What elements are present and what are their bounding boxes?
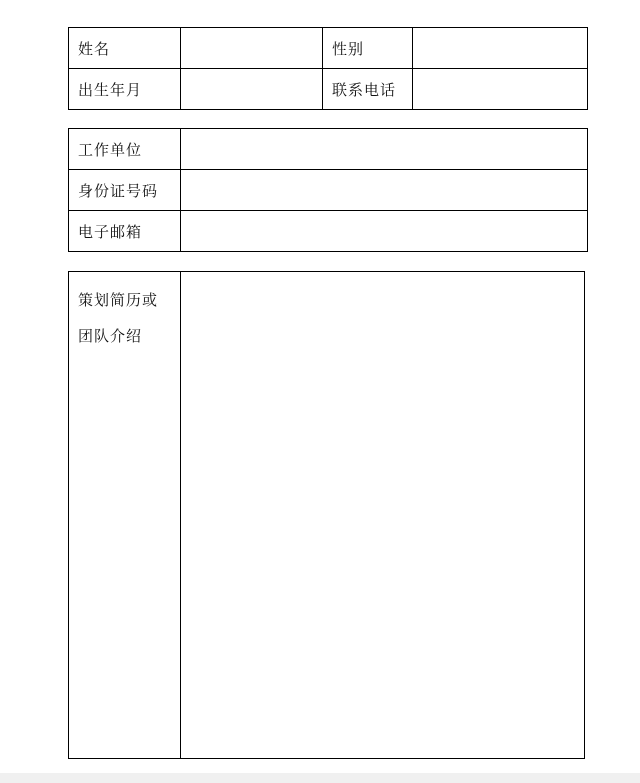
resume-label: [69, 272, 181, 759]
phone-label: 联系电话: [323, 69, 413, 110]
work-unit-label: 工作单位: [69, 129, 181, 170]
table-row: [69, 69, 588, 110]
phone-field[interactable]: [413, 69, 588, 110]
table-row: [69, 170, 588, 211]
id-number-field[interactable]: [181, 170, 588, 211]
table-row: [69, 272, 585, 759]
work-unit-field[interactable]: [181, 129, 588, 170]
resume-table: [68, 271, 585, 759]
personal-info-table: [68, 27, 588, 110]
name-label: 姓名: [69, 28, 181, 69]
resume-field[interactable]: [181, 272, 585, 759]
id-number-label: 身份证号码: [69, 170, 181, 211]
table-row: [69, 28, 588, 69]
email-field[interactable]: [181, 211, 588, 252]
table-row: [69, 211, 588, 252]
contact-info-table: [68, 128, 588, 252]
birth-date-label: 出生年月: [69, 69, 181, 110]
resume-label-line1: 策划简历或: [78, 291, 159, 309]
name-field[interactable]: [181, 28, 323, 69]
gender-field[interactable]: [413, 28, 588, 69]
table-row: [69, 129, 588, 170]
page-bottom-edge: [0, 773, 640, 783]
birth-date-field[interactable]: [181, 69, 323, 110]
resume-label-line2: 团队介绍: [78, 327, 143, 345]
email-label: 电子邮箱: [69, 211, 181, 252]
gender-label: 性别: [323, 28, 413, 69]
